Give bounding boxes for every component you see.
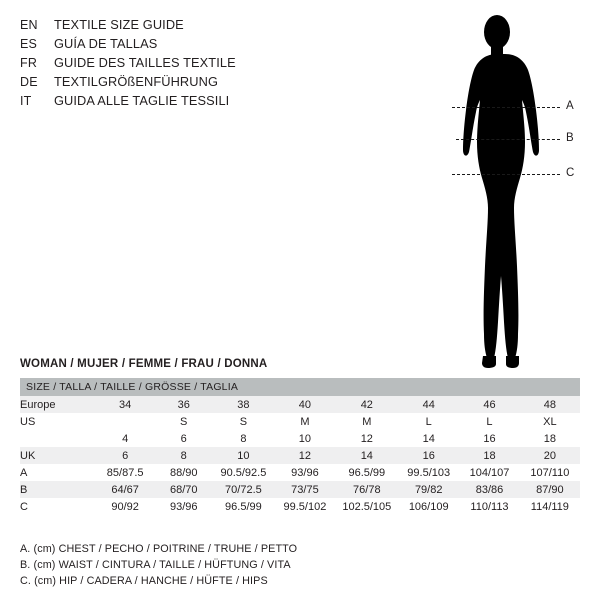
cell: 64/67 xyxy=(95,481,155,498)
table-header-row xyxy=(20,378,580,396)
cell: 38 xyxy=(212,396,274,413)
cell: 79/82 xyxy=(398,481,459,498)
table-row xyxy=(20,447,580,464)
cell: 18 xyxy=(520,430,580,447)
language-title: TEXTILGRÖßENFÜHRUNG xyxy=(54,74,218,89)
cell: 104/107 xyxy=(459,464,519,481)
table-row xyxy=(20,498,580,515)
footnote-c: C. (cm) HIP / CADERA / HANCHE / HÜFTE / HIPS xyxy=(20,575,268,587)
table-row xyxy=(20,413,580,430)
cell: 76/78 xyxy=(336,481,399,498)
cell: 83/86 xyxy=(459,481,519,498)
language-title-list xyxy=(20,16,350,111)
language-code: ES xyxy=(20,37,38,51)
cell: 99.5/102 xyxy=(274,498,335,515)
cell: 16 xyxy=(398,447,459,464)
cell: 8 xyxy=(155,447,212,464)
table-row xyxy=(20,396,580,413)
cell: 12 xyxy=(274,447,335,464)
table-row xyxy=(20,464,580,481)
footnote-b: B. (cm) WAIST / CINTURA / TAILLE / HÜFTUNG / VITA xyxy=(20,559,291,571)
cell: 107/110 xyxy=(520,464,580,481)
cell: 93/96 xyxy=(155,498,212,515)
language-title: GUÍA DE TALLAS xyxy=(54,36,158,51)
cell: 70/72.5 xyxy=(212,481,274,498)
language-code: FR xyxy=(20,56,38,70)
measure-label-b: B xyxy=(566,132,574,144)
cell: 114/119 xyxy=(520,498,580,515)
cell: 10 xyxy=(212,447,274,464)
cell: 93/96 xyxy=(274,464,335,481)
cell: 88/90 xyxy=(155,464,212,481)
cell: 96.5/99 xyxy=(336,464,399,481)
cell: 18 xyxy=(459,447,519,464)
cell: L xyxy=(459,413,519,430)
cell: L xyxy=(398,413,459,430)
cell: 6 xyxy=(95,447,155,464)
cell xyxy=(95,413,155,430)
language-code: IT xyxy=(20,94,32,108)
measure-line-a xyxy=(452,107,560,108)
cell: M xyxy=(336,413,399,430)
table-header-label: SIZE / TALLA / TAILLE / GRÖSSE / TAGLIA xyxy=(20,378,580,396)
cell: 90.5/92.5 xyxy=(212,464,274,481)
table-group-title: WOMAN / MUJER / FEMME / FRAU / DONNA xyxy=(20,358,268,370)
cell: 87/90 xyxy=(520,481,580,498)
measure-label-c: C xyxy=(566,167,575,179)
measure-line-b xyxy=(456,139,560,140)
size-table xyxy=(20,378,580,515)
language-code: EN xyxy=(20,18,38,32)
row-label: US xyxy=(20,413,95,430)
language-row xyxy=(20,54,350,72)
cell: 14 xyxy=(336,447,399,464)
cell: 106/109 xyxy=(398,498,459,515)
table-row xyxy=(20,430,580,447)
footnote-list xyxy=(20,542,580,590)
cell: 40 xyxy=(274,396,335,413)
language-code: DE xyxy=(20,75,38,89)
cell: 110/113 xyxy=(459,498,519,515)
cell: 68/70 xyxy=(155,481,212,498)
language-row xyxy=(20,92,350,110)
cell: 73/75 xyxy=(274,481,335,498)
row-label: UK xyxy=(20,447,95,464)
row-label xyxy=(20,430,95,447)
language-row xyxy=(20,73,350,91)
cell: 46 xyxy=(459,396,519,413)
language-row xyxy=(20,16,350,34)
cell: M xyxy=(274,413,335,430)
language-row xyxy=(20,35,350,53)
cell: 6 xyxy=(155,430,212,447)
cell: 14 xyxy=(398,430,459,447)
cell: 20 xyxy=(520,447,580,464)
cell: 102.5/105 xyxy=(336,498,399,515)
cell: 44 xyxy=(398,396,459,413)
language-title: TEXTILE SIZE GUIDE xyxy=(54,17,184,32)
row-label: A xyxy=(20,464,95,481)
cell: XL xyxy=(520,413,580,430)
footnote-a: A. (cm) CHEST / PECHO / POITRINE / TRUHE / PETTO xyxy=(20,543,298,555)
cell: 48 xyxy=(520,396,580,413)
table-row xyxy=(20,481,580,498)
row-label: B xyxy=(20,481,95,498)
measure-line-c xyxy=(452,174,560,175)
cell: 36 xyxy=(155,396,212,413)
cell: S xyxy=(155,413,212,430)
cell: 96.5/99 xyxy=(212,498,274,515)
cell: 99.5/103 xyxy=(398,464,459,481)
language-title: GUIDA ALLE TAGLIE TESSILI xyxy=(54,93,230,108)
cell: 4 xyxy=(95,430,155,447)
cell: 16 xyxy=(459,430,519,447)
figure-area xyxy=(400,8,590,373)
cell: 8 xyxy=(212,430,274,447)
cell: 10 xyxy=(274,430,335,447)
row-label: C xyxy=(20,498,95,515)
language-title: GUIDE DES TAILLES TEXTILE xyxy=(54,55,236,70)
cell: 85/87.5 xyxy=(95,464,155,481)
measure-label-a: A xyxy=(566,100,574,112)
cell: S xyxy=(212,413,274,430)
woman-silhouette-icon xyxy=(422,8,575,373)
cell: 34 xyxy=(95,396,155,413)
cell: 12 xyxy=(336,430,399,447)
cell: 42 xyxy=(336,396,399,413)
cell: 90/92 xyxy=(95,498,155,515)
row-label: Europe xyxy=(20,396,95,413)
